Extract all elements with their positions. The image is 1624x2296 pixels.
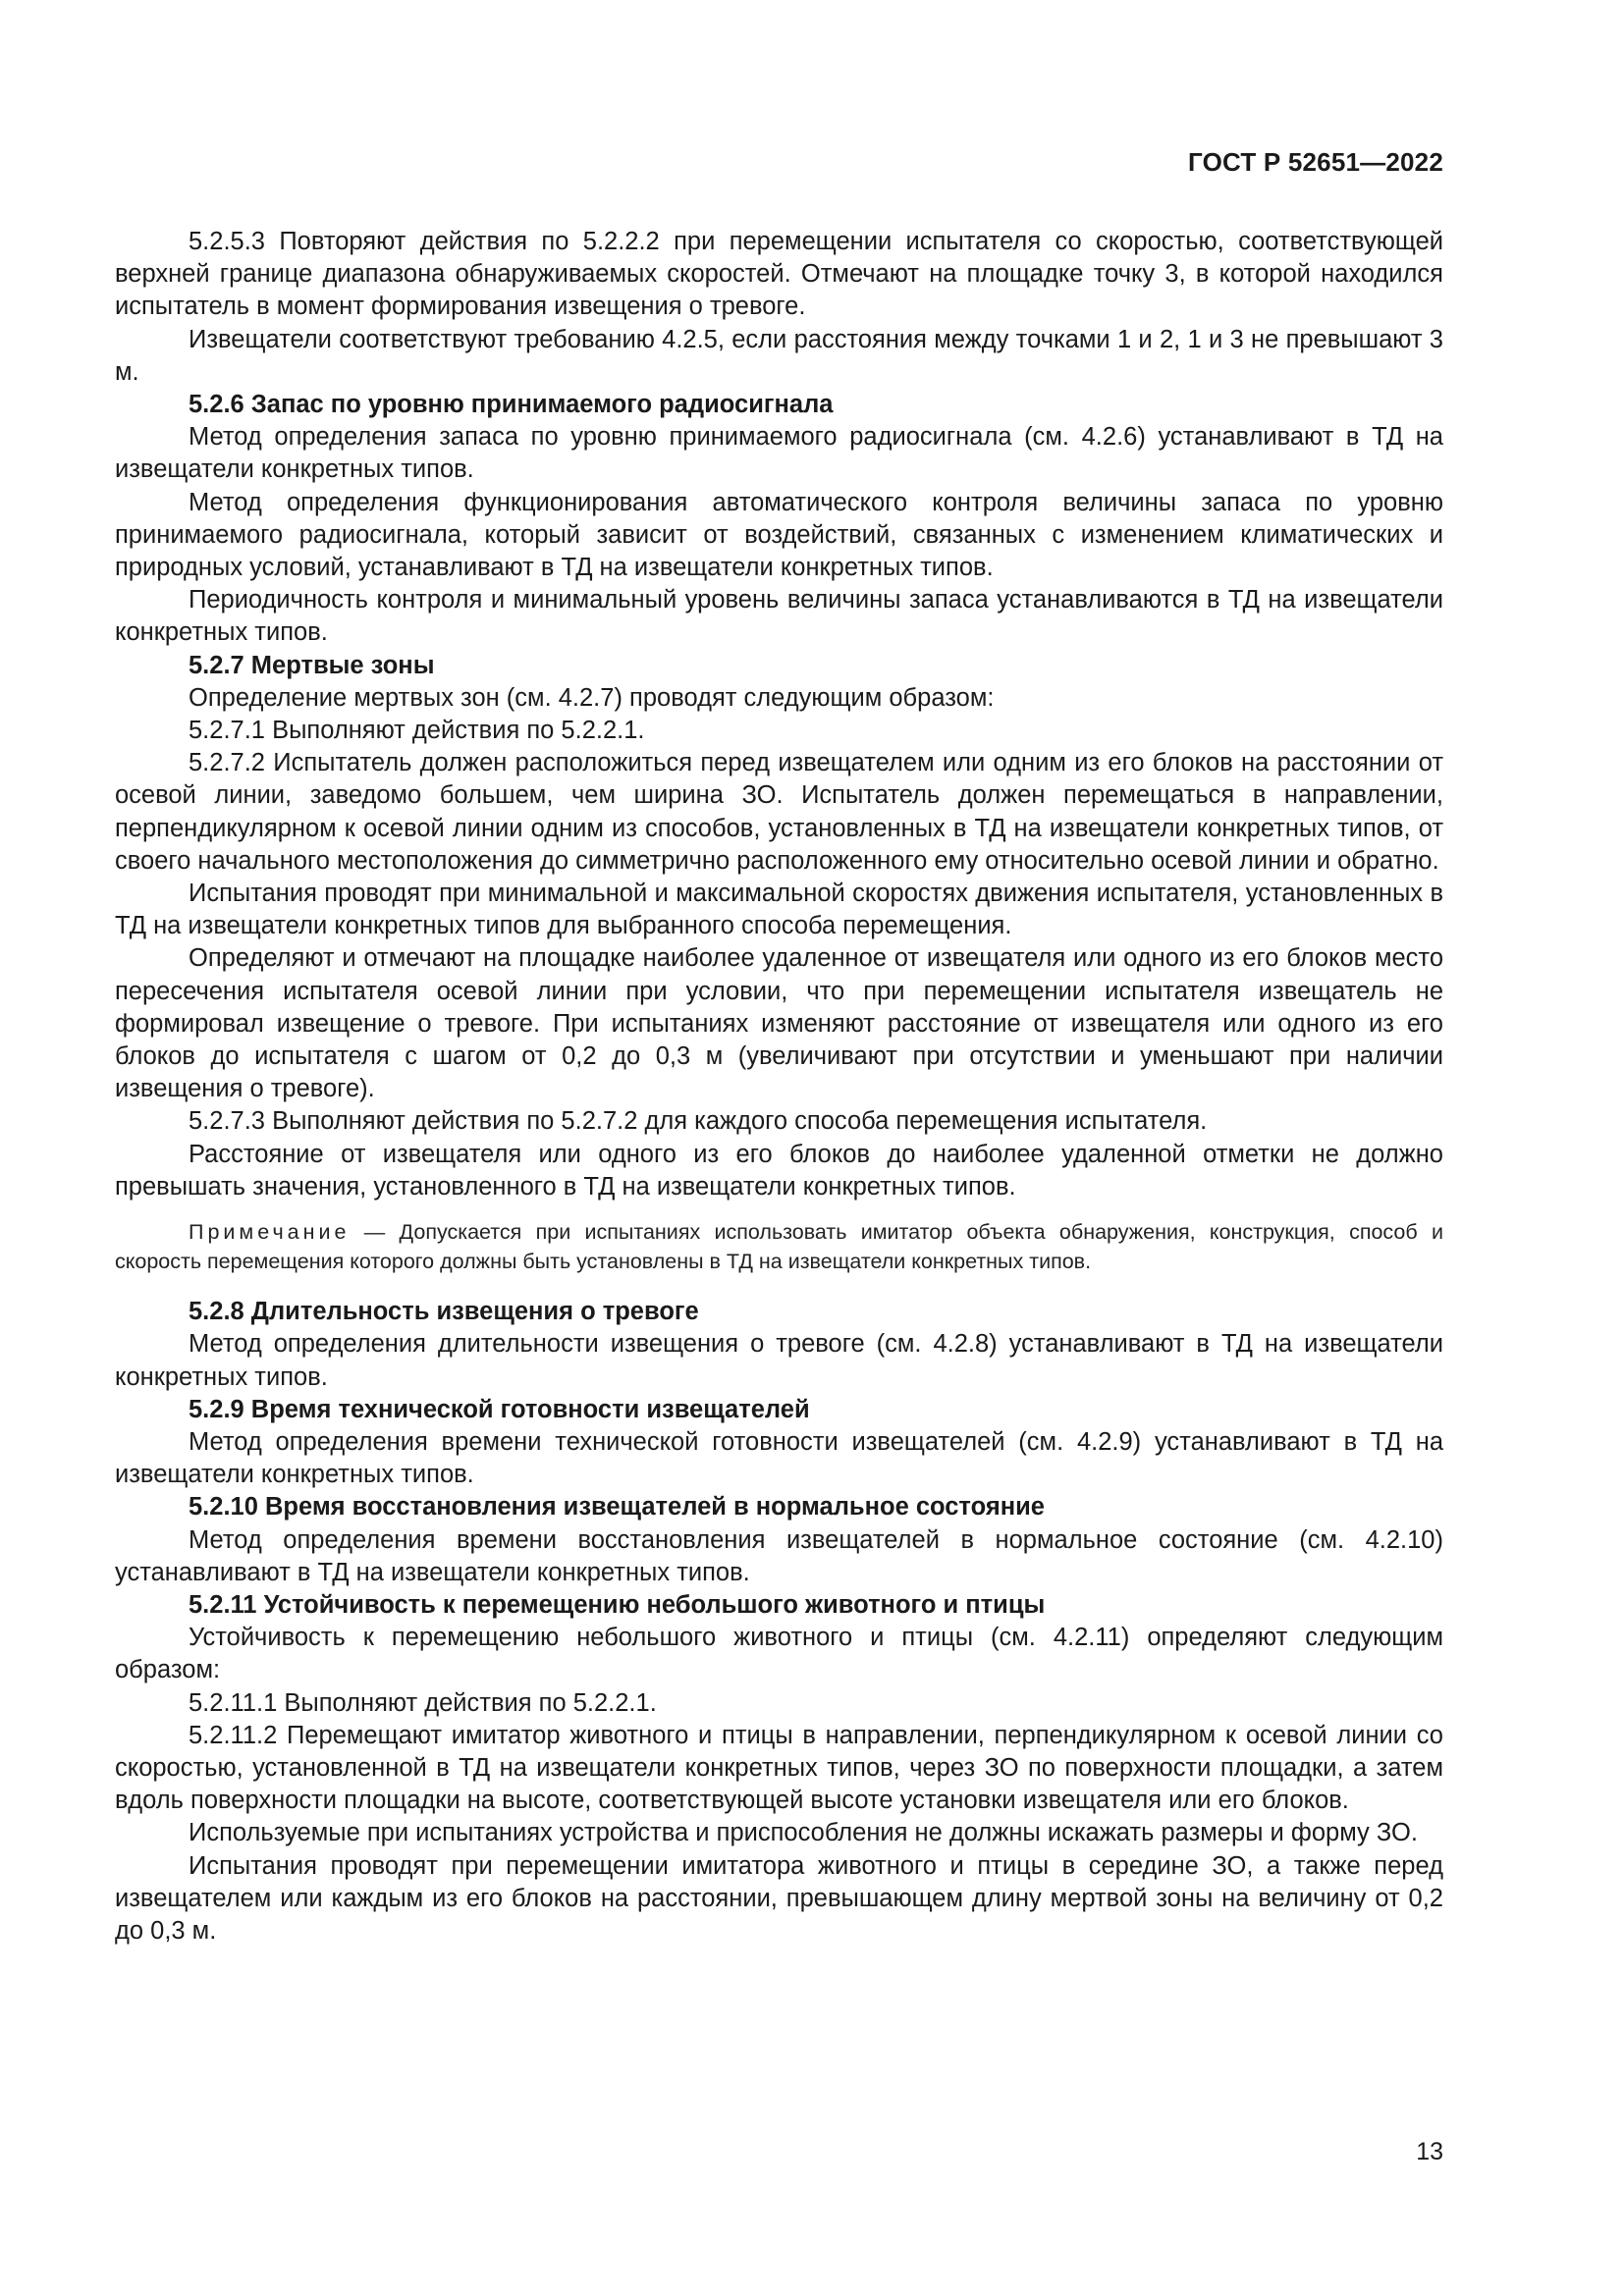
- paragraph: Метод определения времени технической готовности извещателей (см. 4.2.9) устанавливают в ТД на извещатели конкретных типов.: [115, 1427, 1443, 1489]
- note-text: — Допускается при испытаниях использовать имитатор объекта обнаружения, конструкция, способ и скорость перемещения которого должны быть установлены в ТД на извещатели конкретных типов.: [115, 1220, 1443, 1274]
- section-heading: 5.2.8 Длительность извещения о тревоге: [189, 1298, 699, 1326]
- document-code: ГОСТ Р 52651—2022: [1188, 147, 1443, 177]
- paragraph: 5.2.7.1 Выполняют действия по 5.2.2.1.: [189, 717, 645, 745]
- paragraph: Испытания проводят при перемещении имитатора животного и птицы в середине ЗО, а также перед извещателем или каждым из его блоков на расстоянии, превышающем длину мертвой зоны на величину от 0,2 до 0,3 м.: [115, 1851, 1443, 1945]
- section-heading: 5.2.11 Устойчивость к перемещению небольшого животного и птицы: [189, 1590, 1046, 1619]
- paragraph: Метод определения запаса по уровню принимаемого радиосигнала (см. 4.2.6) устанавливают в ТД на извещатели конкретных типов.: [115, 423, 1443, 484]
- section-heading: 5.2.7 Мертвые зоны: [189, 651, 435, 679]
- paragraph: Периодичность контроля и минимальный уровень величины запаса устанавливаются в ТД на извещатели конкретных типов.: [115, 586, 1443, 647]
- paragraph: 5.2.7.3 Выполняют действия по 5.2.7.2 для каждого способа перемещения испытателя.: [189, 1107, 1208, 1136]
- page-number: 13: [1416, 2138, 1443, 2165]
- paragraph: Метод определения длительности извещения о тревоге (см. 4.2.8) устанавливают в ТД на извещатели конкретных типов.: [115, 1330, 1443, 1391]
- paragraph: 5.2.5.3 Повторяют действия по 5.2.2.2 при перемещении испытателя со скоростью, соответствующей верхней границе диапазона обнаруживаемых скоростей. Отмечают на площадке точку 3, в которой находился испытатель в момент формирования извещения о тревоге.: [115, 228, 1443, 321]
- paragraph: Определение мертвых зон (см. 4.2.7) проводят следующим образом:: [189, 683, 995, 712]
- note-label: Примечание: [189, 1220, 351, 1245]
- paragraph: Извещатели соответствуют требованию 4.2.5, если расстояния между точками 1 и 2, 1 и 3 не превышают 3 м.: [115, 325, 1443, 386]
- document-body: [115, 226, 1443, 1948]
- paragraph: Расстояние от извещателя или одного из его блоков до наиболее удаленной отметки не должно превышать значения, установленного в ТД на извещатели конкретных типов.: [115, 1140, 1443, 1201]
- note: [115, 1217, 1443, 1276]
- section-heading: 5.2.10 Время восстановления извещателей в нормальное состояние: [189, 1493, 1045, 1522]
- section-heading: 5.2.6 Запас по уровню принимаемого радиосигнала: [189, 391, 834, 419]
- paragraph: Используемые при испытаниях устройства и приспособления не должны искажать размеры и форму ЗО.: [189, 1819, 1418, 1847]
- paragraph: Испытания проводят при минимальной и максимальной скоростях движения испытателя, установленных в ТД на извещатели конкретных типов для выбранного способа перемещения.: [115, 880, 1443, 940]
- paragraph: Метод определения времени восстановления извещателей в нормальное состояние (см. 4.2.10) устанавливают в ТД на извещатели конкретных типов.: [115, 1525, 1443, 1586]
- paragraph: 5.2.11.1 Выполняют действия по 5.2.2.1.: [189, 1688, 657, 1717]
- paragraph: Определяют и отмечают на площадке наиболее удаленное от извещателя или одного из его блоков место пересечения испытателя осевой линии при условии, что при перемещении испытателя извещатель не формировал извещение о тревоге. При испытаниях изменяют расстояние от извещателя или одного из его блоков до испытателя с шагом от 0,2 до 0,3 м (увеличивают при отсутствии и уменьшают при наличии извещения о тревоге).: [115, 944, 1443, 1103]
- paragraph: Метод определения функционирования автоматического контроля величины запаса по уровню принимаемого радиосигнала, который зависит от воздействий, связанных с изменением климатических и природных условий, устанавливают в ТД на извещатели конкретных типов.: [115, 488, 1443, 582]
- paragraph: 5.2.7.2 Испытатель должен расположиться перед извещателем или одним из его блоков на расстоянии от осевой линии, заведомо большем, чем ширина ЗО. Испытатель должен перемещаться в направлении, перпендикулярном к осевой линии одним из способов, установленных в ТД на извещатели конкретных типов, от своего начального местоположения до симметрично расположенного ему относительно осевой линии и обратно.: [115, 749, 1443, 875]
- section-heading: 5.2.9 Время технической готовности извещателей: [189, 1395, 810, 1423]
- paragraph: Устойчивость к перемещению небольшого животного и птицы (см. 4.2.11) определяют следующим образом:: [115, 1624, 1443, 1684]
- paragraph: 5.2.11.2 Перемещают имитатор животного и птицы в направлении, перпендикулярном к осевой линии со скоростью, установленной в ТД на извещатели конкретных типов, через ЗО по поверхности площадки, а затем вдоль поверхности площадки на высоте, соответствующей высоте установки извещателя или его блоков.: [115, 1721, 1443, 1815]
